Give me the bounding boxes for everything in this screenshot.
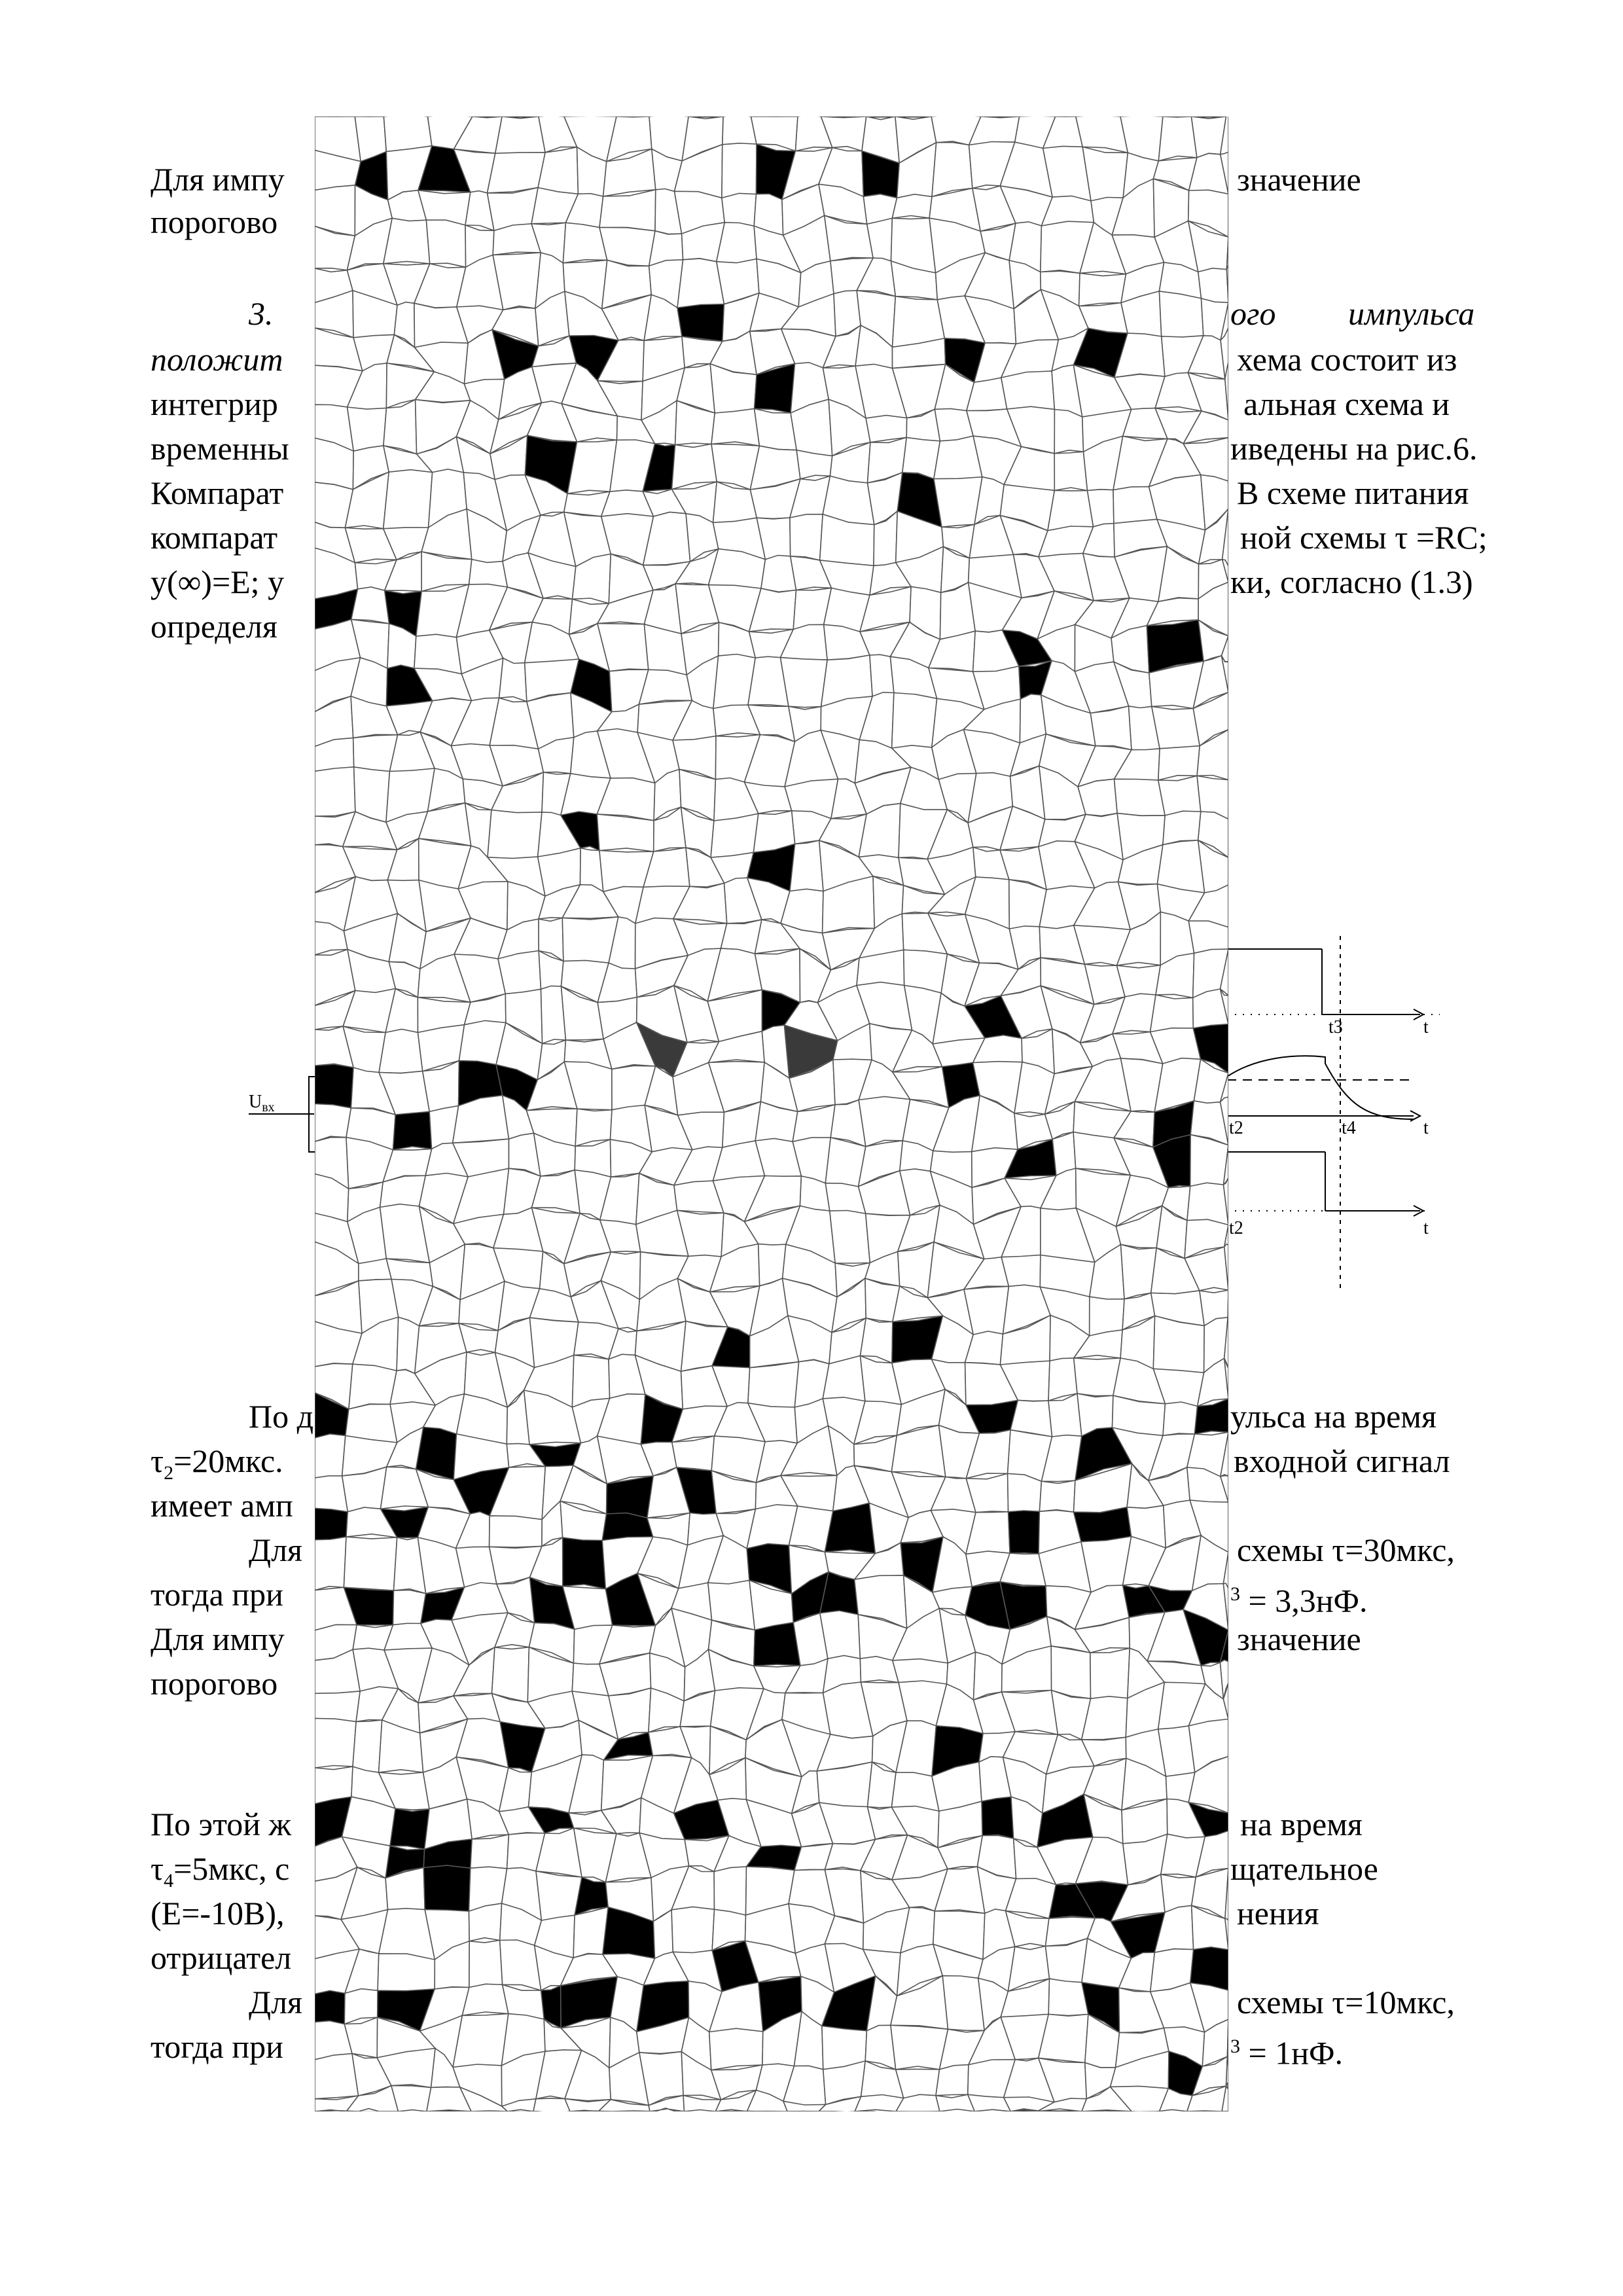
text-line: Для <box>249 1532 303 1568</box>
mosaic-cell <box>471 1835 509 1869</box>
mosaic-cell <box>349 1364 397 1409</box>
mosaic-cell <box>790 514 823 560</box>
mosaic-cell <box>866 416 907 442</box>
mosaic-cell <box>597 814 654 852</box>
text-line: порогово <box>151 204 278 240</box>
text-line: тогда при <box>151 2028 283 2065</box>
text-line: ной схемы τ =RC; <box>1240 519 1488 556</box>
mosaic-cell <box>414 634 461 673</box>
mosaic-cell <box>1039 1480 1075 1512</box>
mosaic-cell <box>348 407 387 451</box>
mosaic-cell <box>315 2054 359 2099</box>
text-line: компарат <box>151 519 278 556</box>
mosaic-cell <box>1054 452 1087 490</box>
text-line: $^3$ = 1нФ. <box>1230 2034 1343 2072</box>
mosaic-cell <box>830 1211 870 1264</box>
mosaic-cell <box>639 670 692 704</box>
input-label: $U_{вх}$ <box>249 1092 275 1115</box>
mosaic-overlay <box>315 117 1228 2111</box>
text-line: y(∞)=E; у <box>151 564 285 600</box>
text-line: значение <box>1237 161 1361 198</box>
mosaic-cell-dark <box>390 1808 429 1849</box>
mosaic-cell <box>855 2095 904 2112</box>
mosaic-cell <box>391 2086 431 2111</box>
mosaic-cell <box>722 143 757 198</box>
t-label: t <box>1423 1017 1429 1037</box>
text-line: По д <box>249 1398 314 1435</box>
mosaic-cell <box>859 1096 910 1146</box>
mosaic-cell <box>748 1362 799 1408</box>
text-line: хема состоит из <box>1237 341 1457 378</box>
text-line: 3. <box>249 295 274 332</box>
mosaic-cell <box>1158 776 1201 816</box>
mosaic-cell <box>1048 490 1094 530</box>
mosaic-cell <box>932 143 972 197</box>
mosaic-cell <box>1150 995 1194 1032</box>
mosaic-cell-dark <box>1074 1507 1132 1542</box>
text-line: иведены на рис.6. <box>1230 430 1478 467</box>
mosaic-cell <box>755 408 797 450</box>
text-line: альная схема и <box>1243 386 1450 422</box>
mosaic-cell <box>383 470 433 530</box>
mosaic-cell <box>315 1104 351 1142</box>
text-line: нения <box>1237 1895 1319 1931</box>
mosaic-cell <box>1158 746 1200 780</box>
mosaic-cell <box>781 658 828 708</box>
text-line: В схеме питания <box>1237 475 1469 511</box>
mosaic-cell <box>1158 117 1197 161</box>
mosaic-cell-dark <box>393 1111 432 1149</box>
text-line: $^3$ = 3,3нФ. <box>1230 1582 1368 1619</box>
mosaic-cell <box>892 693 937 751</box>
text-line: (E=-10B), <box>151 1895 285 1931</box>
mosaic-cell <box>1157 840 1204 893</box>
text-line: временны <box>151 430 289 467</box>
mosaic-cell <box>672 444 717 489</box>
mosaic-cell-dark <box>754 1623 800 1666</box>
t2-label: t2 <box>1229 1218 1243 1238</box>
mosaic-cell <box>1115 779 1166 816</box>
mosaic-cell <box>1090 706 1132 750</box>
mosaic-cell <box>1116 965 1160 997</box>
mosaic-cell-dark <box>563 1537 606 1589</box>
mosaic-cell-dark <box>677 304 724 342</box>
text-line: ого <box>1230 295 1276 332</box>
t-label: t <box>1423 1218 1429 1238</box>
mosaic-cell <box>714 1867 746 1915</box>
mosaic-cell <box>1153 1316 1204 1373</box>
mosaic-cell <box>462 1984 508 2015</box>
text-line: тогда при <box>151 1576 283 1613</box>
mosaic-cell-dark <box>607 1476 654 1518</box>
text-line: щательное <box>1230 1850 1378 1887</box>
mosaic-cell <box>469 1941 503 1988</box>
mosaic-cell <box>1008 1473 1042 1514</box>
mosaic-cell <box>1159 291 1203 338</box>
mosaic-cell <box>1090 1648 1130 1698</box>
text-line: Для <box>249 1984 303 2020</box>
text-line: отрицател <box>151 1939 292 1976</box>
mosaic-cell-dark <box>1008 1511 1040 1554</box>
mosaic-cell <box>896 2069 940 2098</box>
mosaic-cell <box>936 2065 969 2096</box>
mosaic-cell-dark <box>423 1865 471 1911</box>
mosaic-cell <box>488 152 546 193</box>
mosaic-cell <box>498 951 541 994</box>
text-line: импульса <box>1348 295 1475 332</box>
mosaic-cell <box>1188 921 1228 953</box>
mosaic-cell <box>383 218 430 264</box>
mosaic-cell <box>315 1718 356 1768</box>
mosaic-cell <box>1079 273 1126 306</box>
mosaic-cell <box>1051 1646 1090 1698</box>
mosaic-cell-dark <box>315 1508 348 1541</box>
text-line: входной сигнал <box>1234 1443 1450 1479</box>
mosaic-cell <box>492 1647 529 1702</box>
text-line: порогово <box>151 1665 278 1702</box>
text-line: $\tau_2=20мкс$. <box>151 1443 283 1484</box>
mosaic-cell <box>380 1175 426 1208</box>
mosaic-cell <box>1152 706 1200 748</box>
text-line: схемы τ=30мкс, <box>1237 1532 1455 1568</box>
text-line: ки, согласно (1.3) <box>1230 564 1473 600</box>
mosaic-cell <box>344 1537 397 1590</box>
mosaic-cell <box>1074 1358 1120 1396</box>
mosaic-cell <box>1198 268 1228 304</box>
mosaic-cell <box>488 810 542 859</box>
mosaic-cell <box>315 1537 346 1590</box>
mosaic-cell <box>378 1954 435 1992</box>
mosaic-cell <box>315 1434 346 1480</box>
mosaic-cell <box>469 560 508 588</box>
mosaic-cell-dark <box>982 1797 1014 1839</box>
mosaic-cell-dark <box>315 1064 353 1108</box>
mosaic-cell <box>315 767 355 816</box>
mosaic-cell <box>892 194 932 219</box>
mosaic-cell-dark <box>602 1513 652 1541</box>
mosaic-cell <box>711 814 758 858</box>
t-label: t <box>1423 1118 1429 1138</box>
mosaic-cell <box>709 2028 763 2070</box>
t4-label: t4 <box>1342 1118 1356 1138</box>
mosaic-cell <box>499 658 527 702</box>
mosaic-cell <box>790 840 823 891</box>
text-line: Для импу <box>151 161 285 198</box>
mosaic-cell <box>1082 147 1128 202</box>
text-line: ульса на время <box>1230 1398 1436 1435</box>
mosaic-cell <box>891 2025 948 2070</box>
text-line: Для импу <box>151 1621 285 1657</box>
text-line: интегрир <box>151 386 278 422</box>
mosaic-cell <box>1187 1183 1228 1225</box>
mosaic-cell <box>1054 410 1083 454</box>
mosaic-cell <box>1048 1358 1077 1401</box>
text-line: положит <box>151 341 283 378</box>
waveforms <box>1227 936 1440 1289</box>
mosaic-cell <box>353 1720 382 1772</box>
t2-label: t2 <box>1229 1118 1243 1138</box>
t3-label: t3 <box>1329 1017 1343 1037</box>
mosaic-cell <box>671 1907 714 1954</box>
mosaic-cell <box>426 220 465 267</box>
text-line: Компарат <box>151 475 284 511</box>
mosaic-cell <box>861 1318 893 1363</box>
mosaic-cell <box>1001 371 1055 410</box>
text-line: значение <box>1237 1621 1361 1657</box>
text-line: на время <box>1240 1806 1363 1842</box>
mosaic-cell-dark <box>315 1991 345 2024</box>
mosaic-cell <box>942 1976 984 2031</box>
mosaic-cell <box>1163 1402 1198 1435</box>
text-line: имеет амп <box>151 1487 293 1524</box>
mosaic-cell <box>383 400 417 454</box>
mosaic-cell <box>672 1436 715 1471</box>
time-labels <box>1229 1017 1429 1238</box>
text-line: По этой ж <box>151 1806 292 1842</box>
mosaic-cell <box>351 587 389 624</box>
mosaic-cell <box>490 1516 543 1547</box>
text-line: схемы τ=10мкс, <box>1237 1984 1455 2020</box>
text-line: определя <box>151 608 277 645</box>
mosaic-cell <box>533 2098 570 2111</box>
mosaic-cell <box>495 117 545 154</box>
mosaic-cell <box>1163 811 1201 845</box>
mosaic-cell <box>379 1030 423 1073</box>
mosaic-cell <box>453 2014 508 2068</box>
mosaic-cell <box>1048 1393 1082 1439</box>
mosaic-cell <box>383 117 432 152</box>
mosaic-cell <box>711 408 759 446</box>
mosaic-cell <box>599 190 656 231</box>
text-line: $\tau_4=5мкс$, с <box>151 1850 290 1892</box>
